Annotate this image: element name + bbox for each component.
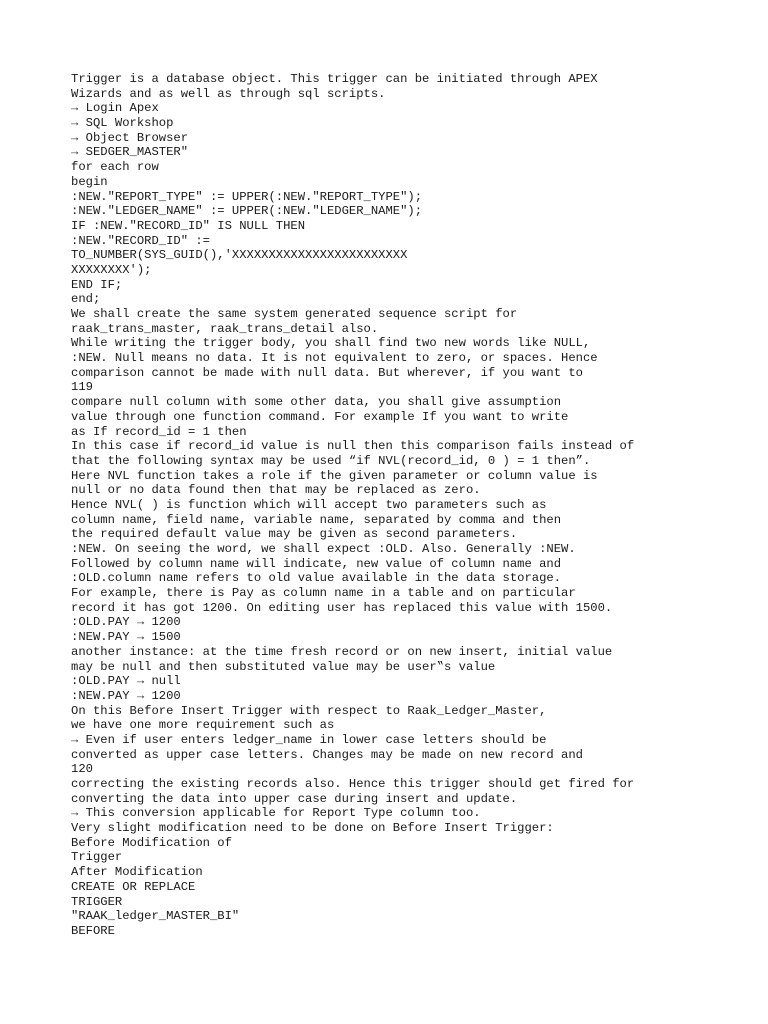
text-line: :NEW."RECORD_ID" := — [71, 233, 210, 248]
text-line: → Login Apex — [71, 101, 159, 116]
text-line: TO_NUMBER(SYS_GUID(),'XXXXXXXXXXXXXXXXXXXXXXXX — [71, 248, 408, 263]
text-line: Followed by column name will indicate, new value of column name and — [71, 556, 562, 571]
text-line: :OLD.column name refers to old value available in the data storage. — [71, 571, 562, 586]
text-line: → SQL Workshop — [71, 116, 174, 131]
text-line: :NEW.PAY → 1200 — [71, 688, 181, 703]
text-line: :NEW."REPORT_TYPE" := UPPER(:NEW."REPORT_TYPE"); — [71, 189, 423, 204]
text-line: value through one function command. For example If you want to write — [71, 409, 569, 424]
text-line: Very slight modification need to be done on Before Insert Trigger: — [71, 821, 554, 836]
text-line: another instance: at the time fresh record or on new insert, initial value — [71, 644, 613, 659]
text-line: column name, field name, variable name, separated by comma and then — [71, 512, 562, 527]
text-line: begin — [71, 174, 108, 189]
text-line: comparison cannot be made with null data. But wherever, if you want to — [71, 365, 583, 380]
text-line: :NEW. On seeing the word, we shall expect :OLD. Also. Generally :NEW. — [71, 542, 576, 556]
text-line: converting the data into upper case during insert and update. — [71, 791, 518, 806]
text-line: null or no data found then that may be replaced as zero. — [71, 483, 481, 498]
text-line: for each row — [71, 160, 159, 175]
text-line: "RAAK_ledger_MASTER_BI" — [71, 909, 240, 924]
text-line: we have one more requirement such as — [71, 718, 335, 733]
text-line: For example, there is Pay as column name in a table and on particular — [71, 586, 576, 601]
text-line: 119 — [71, 380, 93, 395]
text-line: → SEDGER_MASTER" — [71, 145, 189, 160]
text-line: 120 — [71, 762, 93, 777]
text-line: that the following syntax may be used “if NVL(record_id, 0 ) = 1 then”. — [71, 453, 591, 468]
text-line: TRIGGER — [71, 894, 123, 909]
text-line: In this case if record_id value is null then this comparison fails instead of — [71, 439, 635, 454]
text-line: as If record_id = 1 then — [71, 424, 247, 439]
text-line: :NEW."LEDGER_NAME" := UPPER(:NEW."LEDGER_NAME"); — [71, 204, 423, 219]
text-line: converted as upper case letters. Changes may be made on new record and — [71, 747, 583, 762]
text-line: Here NVL function takes a role if the given parameter or column value is — [71, 468, 598, 483]
text-line: XXXXXXXX'); — [71, 262, 152, 277]
text-line: Hence NVL( ) is function which will accept two parameters such as — [71, 497, 547, 512]
text-line: Trigger — [71, 850, 123, 865]
text-line: :OLD.PAY → 1200 — [71, 615, 181, 630]
text-line: the required default value may be given as second parameters. — [71, 527, 518, 542]
document-page — [71, 72, 751, 939]
text-line: correcting the existing records also. Hence this trigger should get fired for — [71, 777, 635, 791]
text-line: :OLD.PAY → null — [71, 674, 181, 689]
text-line: We shall create the same system generated sequence script for — [71, 307, 518, 321]
text-line: → This conversion applicable for Report Type column too. — [71, 806, 481, 821]
text-line: IF :NEW."RECORD_ID" IS NULL THEN — [71, 218, 306, 233]
text-line: BEFORE — [71, 923, 115, 938]
text-line: END IF; — [71, 277, 123, 292]
text-line: Trigger is a database object. This trigger can be initiated through APEX — [71, 72, 598, 86]
text-line: record it has got 1200. On editing user has replaced this value with 1500. — [71, 600, 613, 615]
text-line: On this Before Insert Trigger with respect to Raak_Ledger_Master, — [71, 703, 547, 718]
text-line: While writing the trigger body, you shall find two new words like NULL, — [71, 336, 591, 351]
text-line: may be null and then substituted value may be user‟s value — [71, 659, 496, 674]
text-line: :NEW.PAY → 1500 — [71, 630, 181, 645]
text-line: → Even if user enters ledger_name in lower case letters should be — [71, 732, 547, 747]
text-line: :NEW. Null means no data. It is not equivalent to zero, or spaces. Hence — [71, 351, 598, 366]
text-line: compare null column with some other data, you shall give assumption — [71, 395, 562, 410]
text-line: After Modification — [71, 865, 203, 880]
text-line: raak_trans_master, raak_trans_detail also. — [71, 321, 379, 336]
text-line: Before Modification of — [71, 835, 232, 850]
text-line: Wizards and as well as through sql scripts. — [71, 86, 386, 101]
text-line: end; — [71, 292, 101, 307]
text-line: CREATE OR REPLACE — [71, 879, 196, 894]
text-line: → Object Browser — [71, 130, 189, 145]
